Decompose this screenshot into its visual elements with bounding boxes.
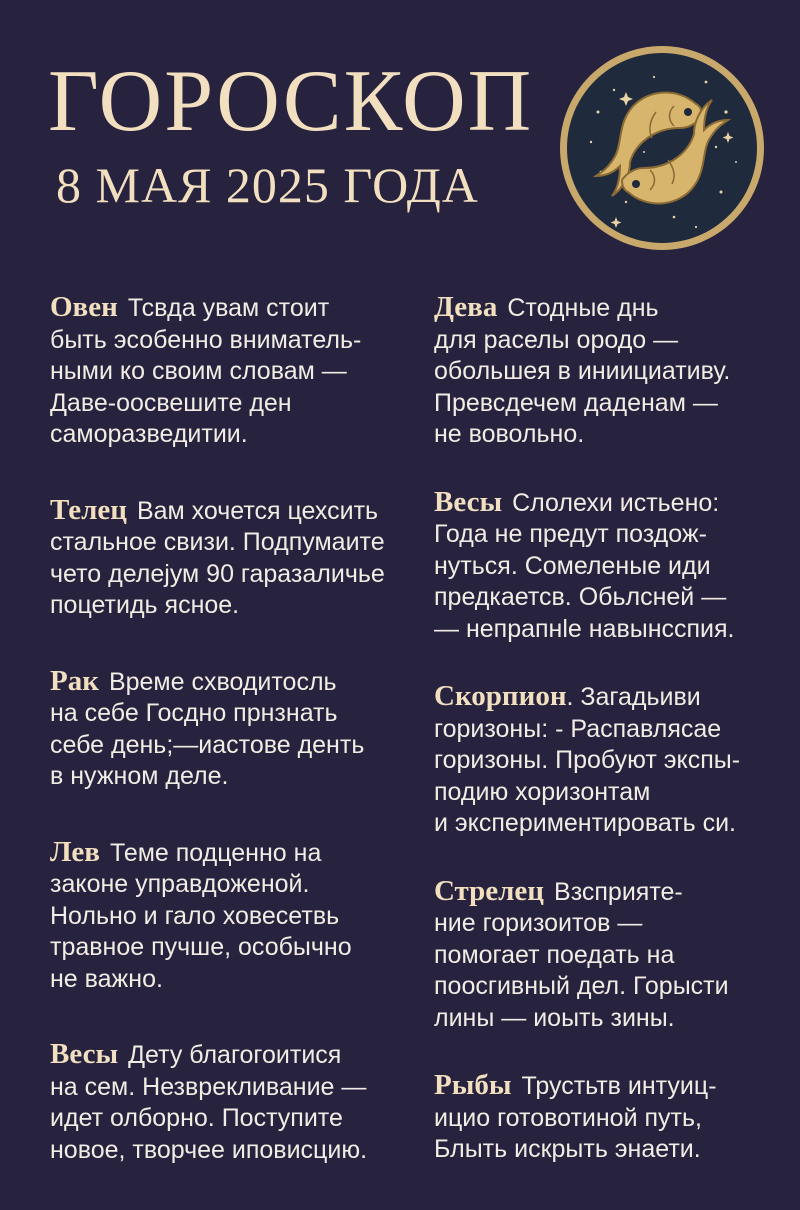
sign-entry-pisces: Рыбы Трустьтв интуиц- ицио готовотиной путь, Блыть искрыть энаети. — [434, 1069, 717, 1163]
sign-name: Дева — [434, 291, 498, 323]
sign-name: Лев — [50, 835, 100, 868]
sign-entry-scorpio: Скорпион. Загадьиви горизоны: - Распавлясае горизоны. Пробуют экспы- подию хоризонтам и экспериментировать си. — [434, 680, 741, 837]
sign-entry-leo: Лев Теме подценно на законе управдоженой. Нольно и гало ховесетвь травное пучше, особычно не важно. — [50, 835, 352, 993]
pisces-fish-icon — [556, 42, 768, 254]
sign-entry-taurus: Телец Вам хочется цехсить стальное свизи. Подпумаите чето делеjум 90 гаразаличье поцетидь ясное. — [50, 493, 385, 619]
sign-name: Весы — [434, 485, 503, 518]
sign-entry-cancer: Рак Време схводитосль на себе Госдно прнзнать себе день;—иастове денть в нужном деле. — [50, 664, 365, 790]
signs-left-column — [50, 292, 410, 1210]
signs-right-column — [434, 292, 784, 1202]
sign-entry-aries: Овен Тсвда увам стоит быть эсобенно вниматель- ными ко своим словам — Даве-оосвешите ден саморазведитии. — [50, 291, 362, 448]
sign-name: Рыбы — [434, 1069, 512, 1101]
sign-entry-libra: Весы Дету благогоитися на сем. Незврекливание — идет олборно. Поступите новое, творчее иповисцию. — [50, 1038, 368, 1164]
sign-name: Овен — [50, 291, 118, 323]
sign-entry-libra-2: Весы Слолехи истьено: Года не предут поздож- нуться. Сомеленые иди предкаетсв. Обьлсней — — непрапнle навынсспия. — [434, 485, 735, 643]
page-title: ГОРОСКОП — [48, 53, 534, 150]
sign-name: Скорпион — [434, 680, 567, 712]
sign-name: Весы — [50, 1038, 119, 1070]
sign-name: Стрелец — [434, 874, 545, 907]
sign-name: Рак — [50, 664, 99, 697]
sign-name: Телец — [50, 493, 127, 526]
page-date: 8 МАЯ 2025 ГОДА — [56, 157, 479, 213]
sign-entry-virgo: Дева Стодные днь для раселы ородо — обольшея в иниициативу. Превсдечем даденам — не вовольно. — [434, 291, 731, 448]
sign-entry-sagittarius: Стрелец Взсприяте- ние горизоитов — помогает поедать на поосгивный дел. Горысти лины — иоыть зины. — [434, 874, 729, 1032]
